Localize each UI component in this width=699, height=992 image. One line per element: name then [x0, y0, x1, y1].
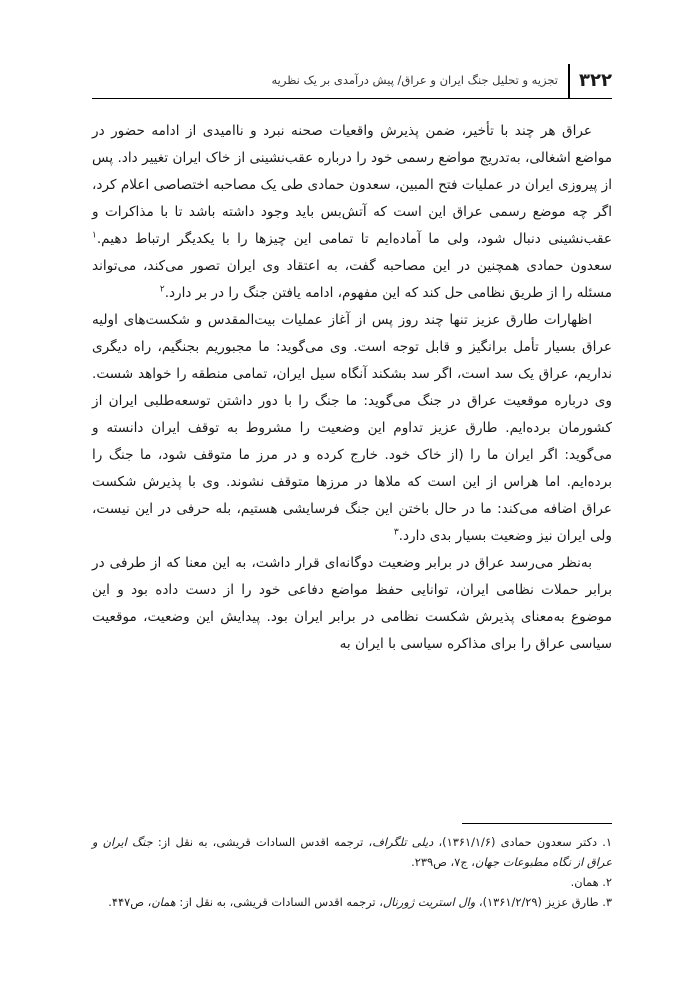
source-title: وال استریت ژورنال — [382, 895, 476, 909]
footnote-text: ۱. دکتر سعدون حمادی (۱۳۶۱/۱/۶)، — [433, 835, 613, 849]
paragraph-text: به‌نظر می‌رسد عراق در برابر وضعیت دوگانه‌ای قرار داشت، به این معنا که از طرفی در برابر حملات نظامی ایران، توانایی حفظ مواضع دفاعی خود را از دست داده بود و این موضوع به‌معنای پذیرش شکست نظامی در برابر ایران بود. پیدایش این وضعیت، موقعیت سیاسی عراق را برای مذاکره سیاسی با ایران به — [92, 555, 612, 652]
running-header — [92, 64, 612, 99]
source-title: دیلی تلگراف — [372, 835, 434, 849]
footnote-divider — [462, 823, 612, 824]
main-text — [92, 118, 612, 658]
source-ref: همان — [151, 895, 176, 909]
paragraph-text: اظهارات طارق عزیز تنها چند روز پس از آغاز عملیات بیت‌المقدس و شکست‌های اولیه عراق بسیار تأمل برانگیز و قابل توجه است. وی می‌گوید: ما مجبوریم بجنگیم، راه دیگری نداریم، عراق یک سد است، اگر سد بشکند آنگاه سیل ایران، تمامی منطقه را خواهد شست. وی درباره موقعیت عراق در جنگ می‌گوید: ما جنگ را با دور داشتن توسعه‌طلبی ایران از کشورمان برده‌ایم. طارق عزیز تداوم این وضعیت را مشروط به توقف ایران دانسته و می‌گوید: اگر ایران ما را (از خاک خود. خارج کرده و در مرز ما متوقف شود، ما جنگ را برده‌ایم. اما هراس از این است که ملاها در مرزها متوقف نشوند. وی با پذیرش شکست عراق اضافه می‌کند: ما در حال باختن این جنگ فرسایشی هستیم، بله حرفی در این نیست، ولی ایران نیز وضعیت بسیار بدی دارد. — [92, 312, 612, 544]
paragraph — [92, 307, 612, 550]
footnote-ref: ۳ — [393, 527, 399, 538]
footnotes — [92, 832, 612, 912]
footnote-text: ، ترجمه اقدس السادات قریشی، به نقل از: — [175, 895, 383, 909]
footnote-2: ۲. همان. — [570, 875, 612, 889]
footnote-text: ، ترجمه اقدس السادات قریشی، به نقل از: — [152, 835, 373, 849]
paragraph-text: عراق هر چند با تأخیر، ضمن پذیرش واقعیات صحنه نبرد و ناامیدی از ادامه حضور در مواضع اشغالی، به‌تدریج مواضع رسمی خود را درباره عقب‌نشینی از خاک ایران تغییر داد. پس از پیروزی ایران در عملیات فتح المبین، سعدون حمادی طی یک مصاحبه اختصاصی اعلام کرد، اگر چه موضع رسمی عراق این است که آتش‌بس باید وجود داشته باشد تا با مذاکرات و عقب‌نشینی دنبال شود، ولی ما آماده‌ایم تا تمامی این چیزها را با یکدیگر ارتباط دهیم. — [92, 123, 612, 247]
paragraph — [92, 550, 612, 658]
footnote-text: ۳. طارق عزیز (۱۳۶۱/۲/۲۹)، — [475, 895, 612, 909]
running-title: تجزیه و تحلیل جنگ ایران و عراق/ پیش درآمدی بر یک نظریه — [271, 73, 558, 87]
footnote-ref: ۱ — [92, 230, 97, 241]
header-separator — [568, 64, 570, 98]
book-title: جنگ ایران و عراق از نگاه مطبوعات جهان — [92, 835, 612, 869]
footnote-3 — [92, 892, 612, 912]
footnote-ref: ۲ — [159, 284, 165, 295]
paragraph-text: سعدون حمادی همچنین در این مصاحبه گفت، به اعتقاد وی ایران تصور می‌کند، می‌تواند مسئله را از طریق نظامی حل کند که این مفهوم، ادامه یافتن جنگ را در بر دارد. — [92, 258, 612, 301]
page-number: ۳۲۲ — [579, 70, 612, 91]
paragraph — [92, 118, 612, 307]
footnote-1 — [92, 832, 612, 872]
footnote-text: ، ص۴۴۷. — [108, 895, 152, 909]
footnote-text: ، ج۷، ص۲۳۹. — [411, 855, 475, 869]
